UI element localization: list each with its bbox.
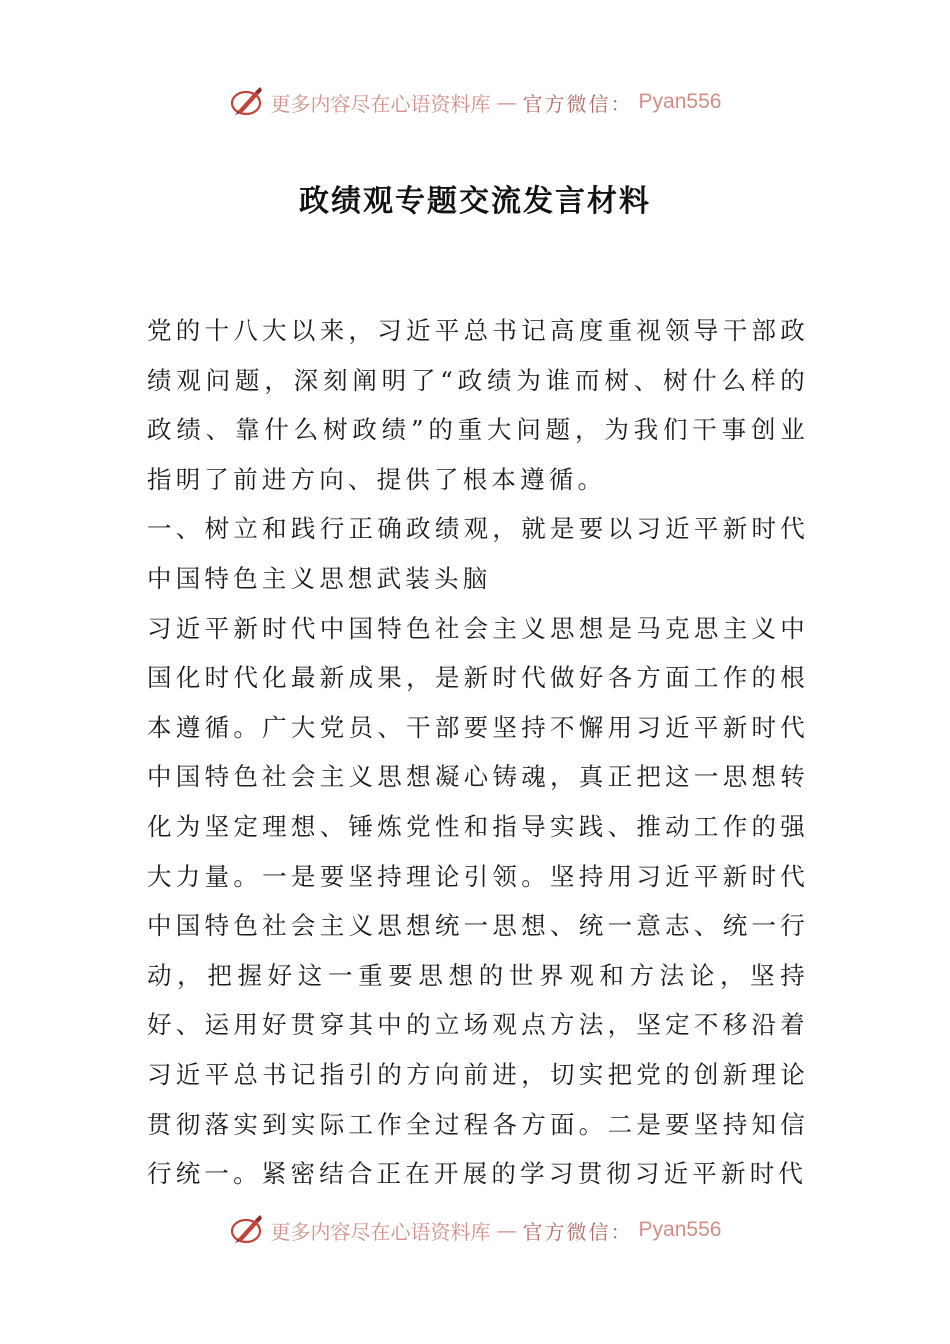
watermark-sub-text: 官方微信： <box>522 91 633 116</box>
watermark-dash: — <box>496 1218 517 1242</box>
paragraph-intro: 党的十八大以来，习近平总书记高度重视领导干部政绩观问题，深刻阐明了“政绩为谁而树、树什么样的政绩、靠什么树政绩”的重大问题，为我们干事创业指明了前进方向、提供了根本遵循。 <box>147 316 809 494</box>
watermark-main-text: 更多内容尽在心语资料库 <box>270 91 491 116</box>
watermark-dash: — <box>496 90 517 114</box>
header-watermark <box>0 84 950 120</box>
quill-pen-logo-icon <box>229 1212 265 1248</box>
watermark-sub-text: 官方微信： <box>522 1219 633 1244</box>
watermark-wechat-id: Pyan556 <box>638 1218 722 1241</box>
quill-pen-logo-icon <box>229 84 265 120</box>
watermark-wechat-id: Pyan556 <box>638 90 722 113</box>
document-title: 政绩观专题交流发言材料 <box>299 184 651 219</box>
section-heading-1: 一、树立和践行正确政绩观，就是要以习近平新时代中国特色主义思想武装头脑 <box>147 514 809 593</box>
watermark-main-text: 更多内容尽在心语资料库 <box>270 1219 491 1244</box>
footer-watermark <box>0 1212 950 1248</box>
paragraph-section-1: 习近平新时代中国特色社会主义思想是马克思主义中国化时代化最新成果，是新时代做好各方面工作的根本遵循。广大党员、干部要坚持不懈用习近平新时代中国特色社会主义思想凝心铸魂，真正把这一思想转化为坚定理想、锤炼党性和指导实践、推动工作的强大力量。一是要坚持理论引领。坚持用习近平新时代中国特色社会主义思想统一思想、统一意志、统一行动，把握好这一重要思想的世界观和方法论，坚持好、运用好贯穿其中的立场观点方法，坚定不移沿着习近平总书记指引的方向前进，切实把党的创新理论贯彻落实到实际工作全过程各方面。二是要坚持知信行统一。紧密结合正在开展的学习贯彻习近平新时代 <box>147 613 809 1189</box>
document-body <box>147 306 809 1199</box>
